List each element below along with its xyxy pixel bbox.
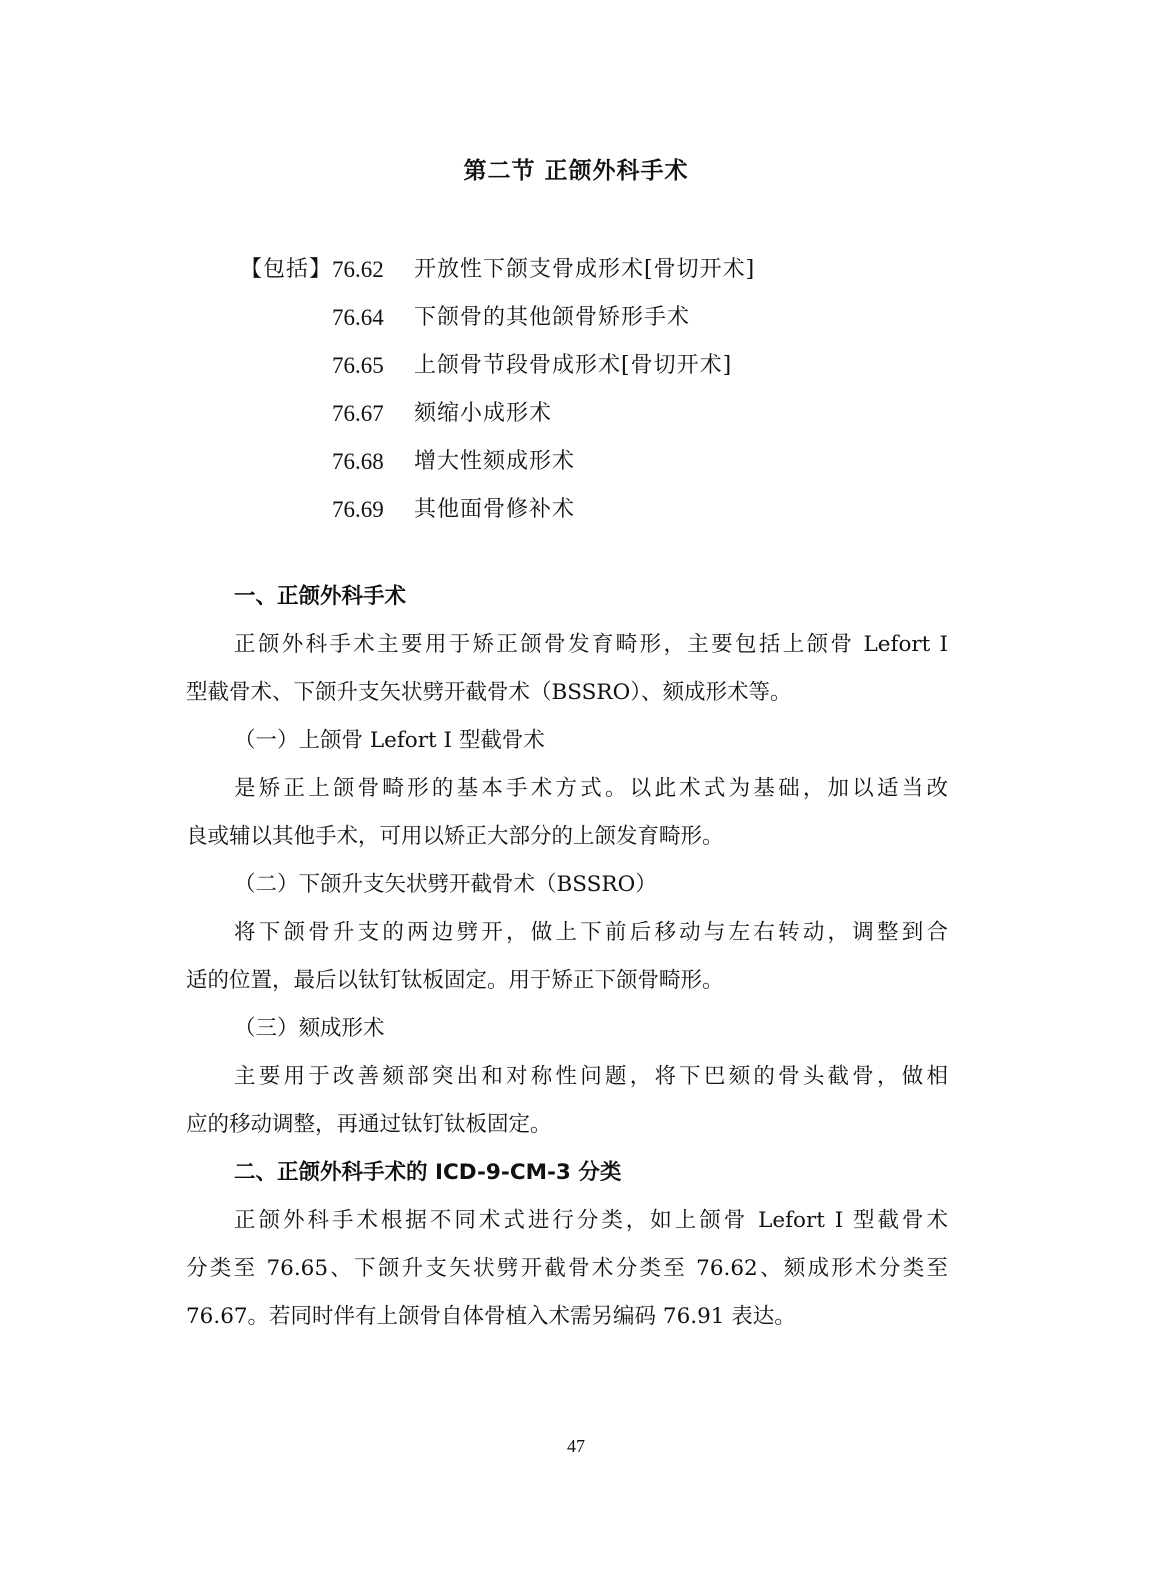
paragraph-line: 正颌外科手术主要用于矫正颌骨发育畸形，主要包括上颌骨 Lefort I (234, 632, 948, 657)
includes-label-spacer (240, 344, 332, 392)
procedure-code: 76.67 (332, 401, 384, 426)
subsection-title: （一）上颌骨 Lefort I 型截骨术 (234, 728, 545, 753)
procedure-name: 其他面骨修补术 (414, 497, 576, 522)
section-title: 第二节 正颌外科手术 (463, 158, 689, 184)
includes-item (240, 344, 960, 392)
paragraph-line: 正颌外科手术根据不同术式进行分类，如上颌骨 Lefort I 型截骨术 (234, 1208, 948, 1233)
includes-label: 【包括】 (240, 257, 333, 282)
section2-heading: 二、正颌外科手术的 ICD-9-CM-3 分类 (234, 1160, 622, 1185)
procedure-code: 76.64 (332, 305, 384, 330)
includes-label-spacer (240, 488, 332, 536)
procedure-code: 76.65 (332, 353, 384, 378)
includes-item (240, 296, 960, 344)
paragraph-line: 良或辅以其他手术，可用以矫正大部分的上颌发育畸形。 (186, 824, 724, 849)
procedure-name: 上颌骨节段骨成形术[骨切开术] (414, 353, 733, 378)
includes-label-spacer (240, 440, 332, 488)
includes-label-spacer (240, 392, 332, 440)
paragraph-line: 应的移动调整，再通过钛钉钛板固定。 (186, 1112, 552, 1137)
subsection-title: （三）颏成形术 (234, 1016, 385, 1041)
procedure-name: 下颌骨的其他颌骨矫形手术 (414, 305, 691, 330)
page-number: 47 (567, 1436, 585, 1456)
paragraph-line: 型截骨术、下颌升支矢状劈开截骨术（BSSRO）、颏成形术等。 (186, 680, 792, 705)
procedure-code: 76.69 (332, 497, 384, 522)
procedure-code: 76.68 (332, 449, 384, 474)
body-text (186, 573, 948, 1341)
includes-item (240, 248, 960, 296)
procedure-code: 76.62 (332, 257, 384, 282)
paragraph-line: 是矫正上颌骨畸形的基本手术方式。以此术式为基础，加以适当改 (234, 776, 948, 801)
includes-item (240, 392, 960, 440)
paragraph-line: 将下颌骨升支的两边劈开，做上下前后移动与左右转动，调整到合 (234, 920, 948, 945)
includes-label-spacer (240, 296, 332, 344)
includes-list (240, 248, 960, 536)
subsection-title: （二）下颌升支矢状劈开截骨术（BSSRO） (234, 872, 657, 897)
includes-item (240, 440, 960, 488)
paragraph-line: 适的位置，最后以钛钉钛板固定。用于矫正下颌骨畸形。 (186, 968, 724, 993)
paragraph-line: 主要用于改善颏部突出和对称性问题，将下巴颏的骨头截骨，做相 (234, 1064, 948, 1089)
paragraph-line: 76.67。若同时伴有上颌骨自体骨植入术需另编码 76.91 表达。 (186, 1304, 796, 1329)
section1-heading: 一、正颌外科手术 (234, 584, 407, 609)
includes-item (240, 488, 960, 536)
procedure-name: 开放性下颌支骨成形术[骨切开术] (414, 257, 756, 282)
paragraph-line: 分类至 76.65、下颌升支矢状劈开截骨术分类至 76.62、颏成形术分类至 (186, 1256, 948, 1281)
procedure-name: 增大性颏成形术 (414, 449, 576, 474)
procedure-name: 颏缩小成形术 (414, 401, 553, 426)
